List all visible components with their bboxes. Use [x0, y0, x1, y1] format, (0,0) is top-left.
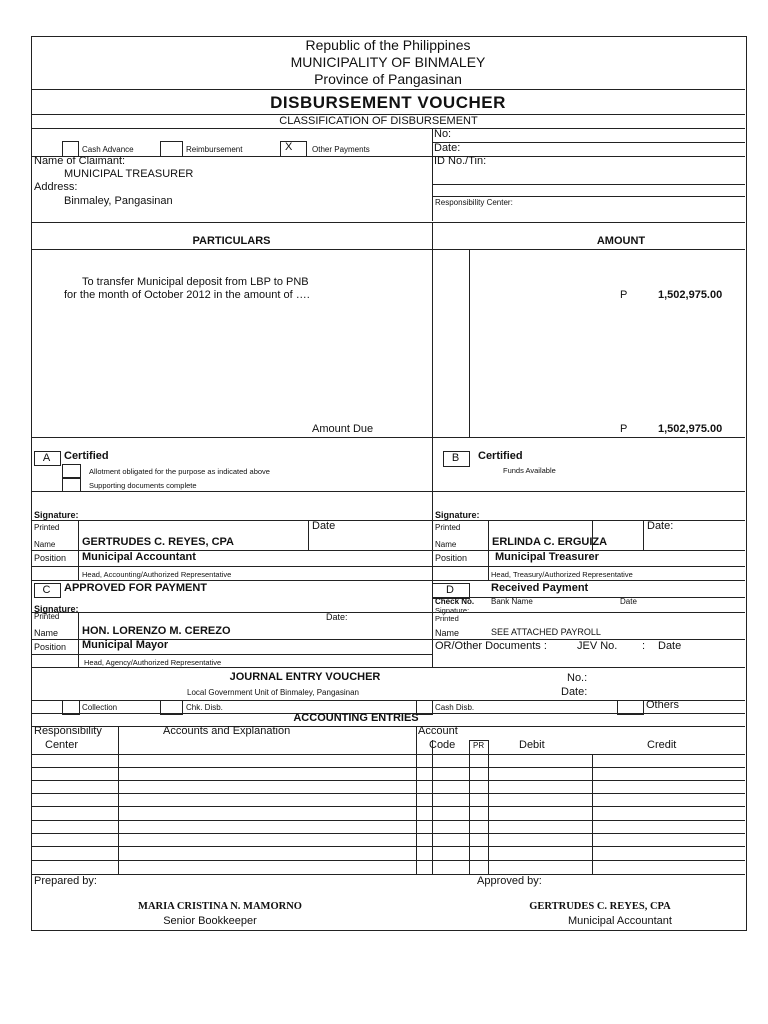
box-b-printed-label: Printed — [435, 523, 461, 532]
jev-colon: : — [642, 640, 646, 652]
divider — [432, 222, 433, 491]
box-d-signature-label: Signature: — [435, 606, 470, 615]
box-b-signature-label: Signature: — [435, 510, 480, 520]
reimbursement-checkbox[interactable] — [160, 141, 183, 157]
allotment-label: Allotment obligated for the purpose as indicated above — [89, 467, 270, 476]
amount-currency: P — [620, 289, 628, 301]
accounting-entries-heading: ACCOUNTING ENTRIES — [293, 712, 419, 724]
box-a-position-label: Position — [34, 553, 67, 563]
divider — [432, 597, 745, 598]
divider — [469, 249, 470, 437]
divider — [31, 249, 745, 250]
box-c-position: Municipal Mayor — [82, 639, 169, 651]
prepared-title: Senior Bookkeeper — [163, 915, 257, 927]
divider — [31, 580, 745, 581]
box-c-caption: Head, Agency/Authorized Representative — [84, 658, 222, 667]
divider — [416, 726, 417, 874]
col-responsibility-2: Center — [45, 739, 79, 751]
claimant-name: MUNICIPAL TREASURER — [64, 168, 194, 180]
amount-due-currency: P — [620, 423, 628, 435]
approved-by-label: Approved by: — [477, 875, 542, 887]
col-accounts: Accounts and Explanation — [163, 725, 291, 737]
box-b-position: Municipal Treasurer — [495, 551, 599, 563]
table-row — [31, 793, 745, 794]
box-d-printed-label: Printed — [435, 614, 459, 623]
table-row — [31, 767, 745, 768]
divider — [31, 566, 745, 567]
box-c-position-label: Position — [34, 642, 67, 652]
divider — [31, 667, 745, 668]
box-b-printed-name: ERLINDA C. ERGUIZA — [492, 536, 608, 548]
box-d-heading: Received Payment — [491, 582, 589, 594]
page-title: DISBURSEMENT VOUCHER — [270, 93, 506, 112]
responsibility-center-label: Responsibility Center: — [435, 198, 513, 207]
classification-heading: CLASSIFICATION OF DISBURSEMENT — [279, 115, 478, 127]
divider — [308, 520, 309, 550]
divider — [432, 196, 745, 197]
table-row — [31, 874, 745, 875]
box-b-letter: B — [451, 452, 460, 464]
box-b-name-label: Name — [435, 540, 457, 549]
divider — [432, 142, 745, 143]
particulars-line1: To transfer Municipal deposit from LBP to PNB — [82, 276, 309, 288]
box-a-signature-label: Signature: — [34, 510, 79, 520]
box-c-signature-label: Signature: — [34, 604, 79, 614]
other-payments-mark: X — [285, 141, 293, 153]
box-a-caption: Head, Accounting/Authorized Representative — [82, 570, 232, 579]
header-province: Province of Pangasinan — [314, 71, 462, 87]
amount-due-label: Amount Due — [312, 423, 374, 435]
col-debit: Debit — [519, 739, 545, 751]
address-value: Binmaley, Pangasinan — [64, 195, 173, 207]
divider — [31, 654, 432, 655]
voucher-date-label: Date: — [434, 142, 461, 154]
divider — [469, 740, 488, 741]
col-account-1: Account — [418, 725, 458, 737]
divider — [31, 437, 745, 438]
box-d-printed-name: SEE ATTACHED PAYROLL — [491, 627, 601, 637]
divider — [31, 222, 745, 223]
box-b-caption: Head, Treasury/Authorized Representative — [491, 570, 633, 579]
divider — [488, 740, 489, 874]
divider — [31, 520, 745, 521]
jev-no-label: JEV No. — [577, 640, 618, 652]
divider — [31, 612, 432, 613]
col-pr: PR — [473, 741, 485, 750]
amount-due-value: 1,502,975.00 — [658, 423, 723, 435]
journal-no-label: No.: — [567, 672, 588, 684]
box-d-date2-label: Date — [658, 640, 682, 652]
table-row — [31, 846, 745, 847]
divider — [118, 726, 119, 874]
or-documents-label: OR/Other Documents : — [435, 640, 547, 652]
voucher-no-label: No: — [434, 128, 452, 140]
supporting-docs-label: Supporting documents complete — [89, 481, 197, 490]
approved-title: Municipal Accountant — [568, 915, 672, 927]
prepared-name: MARIA CRISTINA N. MAMORNO — [138, 901, 302, 912]
table-row — [31, 860, 745, 861]
address-label: Address: — [34, 181, 78, 193]
box-d-date-label: Date — [620, 597, 637, 606]
box-c-name-label: Name — [34, 628, 59, 638]
box-a-position: Municipal Accountant — [82, 551, 196, 563]
box-d-name-label: Name — [435, 628, 460, 638]
divider — [31, 726, 745, 727]
particulars-heading: PARTICULARS — [192, 235, 271, 247]
col-credit: Credit — [647, 739, 677, 751]
divider — [31, 89, 745, 90]
amount-heading: AMOUNT — [596, 235, 646, 247]
box-a-certified: Certified — [64, 450, 109, 462]
box-c-date-label: Date: — [326, 612, 348, 622]
box-a-printed-name: GERTRUDES C. REYES, CPA — [82, 536, 234, 548]
other-payments-label: Other Payments — [312, 145, 370, 154]
divider — [469, 740, 470, 874]
divider — [592, 754, 593, 874]
box-b-position-label: Position — [435, 553, 468, 563]
col-account-2: Code — [429, 739, 456, 751]
divider — [432, 740, 433, 874]
box-c-heading: APPROVED FOR PAYMENT — [64, 582, 208, 594]
divider — [31, 128, 745, 129]
divider — [488, 520, 489, 580]
check-no-label: Check No. — [435, 597, 475, 606]
divider — [31, 491, 745, 492]
others-label: Others — [646, 699, 680, 711]
divider — [432, 612, 745, 613]
divider — [643, 520, 644, 550]
box-c-printed-name: HON. LORENZO M. CEREZO — [82, 625, 231, 637]
funds-available-label: Funds Available — [503, 466, 556, 475]
divider — [432, 491, 433, 667]
box-a-name-label: Name — [34, 540, 56, 549]
box-c-letter: C — [42, 584, 51, 596]
divider — [432, 184, 745, 185]
box-a-date-label: Date — [312, 520, 336, 532]
header-municipality: MUNICIPALITY OF BINMALEY — [290, 54, 486, 70]
journal-subheading: Local Government Unit of Binmaley, Pangasinan — [187, 688, 359, 697]
id-tin-label: ID No./Tin: — [434, 155, 487, 167]
box-a-printed-label: Printed — [34, 523, 60, 532]
box-b-date-label: Date: — [647, 520, 674, 532]
supporting-docs-checkbox[interactable] — [62, 477, 81, 492]
particulars-line2: for the month of October 2012 in the amount of …. — [64, 289, 310, 301]
header-republic: Republic of the Philippines — [305, 37, 471, 53]
reimbursement-label: Reimbursement — [186, 145, 243, 154]
collection-label: Collection — [82, 703, 118, 712]
divider — [31, 156, 745, 157]
table-row — [31, 820, 745, 821]
journal-heading: JOURNAL ENTRY VOUCHER — [229, 671, 381, 683]
table-row — [31, 806, 745, 807]
box-d-letter: D — [446, 584, 454, 596]
claimant-name-label: Name of Claimant: — [34, 155, 126, 167]
box-b-certified: Certified — [478, 450, 523, 462]
bank-name-label: Bank Name — [491, 597, 533, 606]
chk-disb-label: Chk. Disb. — [186, 703, 223, 712]
box-c-printed-label: Printed — [34, 612, 60, 621]
table-row — [31, 833, 745, 834]
journal-date-label: Date: — [561, 686, 588, 698]
box-a-letter: A — [42, 452, 51, 464]
cash-advance-label: Cash Advance — [82, 145, 134, 154]
col-responsibility-1: Responsibility — [34, 725, 102, 737]
approved-name: GERTRUDES C. REYES, CPA — [529, 901, 671, 912]
cash-disb-label: Cash Disb. — [435, 703, 475, 712]
amount-value: 1,502,975.00 — [658, 289, 723, 301]
table-row — [31, 780, 745, 781]
table-row — [31, 754, 745, 755]
prepared-by-label: Prepared by: — [34, 875, 97, 887]
